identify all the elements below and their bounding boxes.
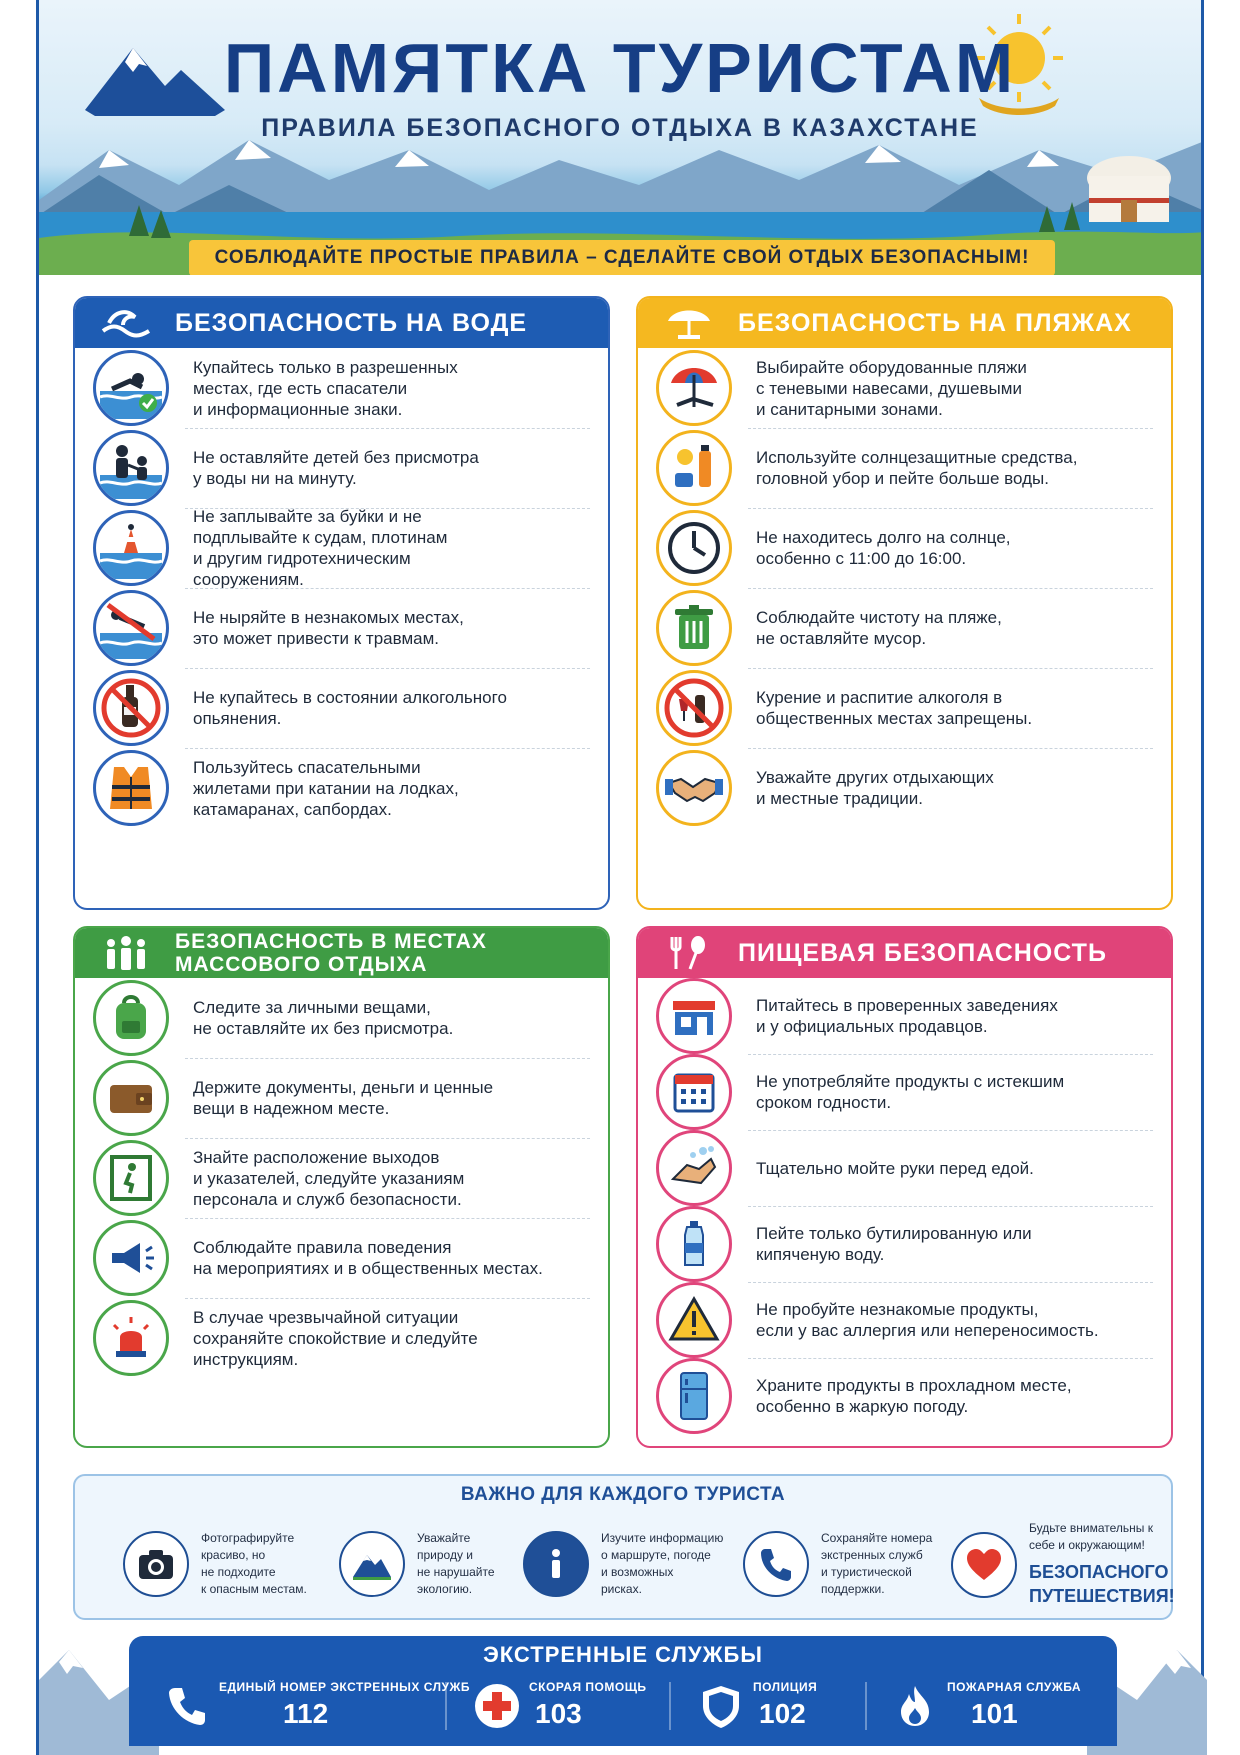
wallet-icon — [93, 1060, 169, 1136]
list-item — [656, 428, 1153, 508]
rule-text: Используйте солнцезащитные средства, головной убор и пейте больше воды. — [756, 448, 1078, 488]
list-item — [93, 348, 590, 428]
service-name: ПОЖАРНАЯ СЛУЖБА — [947, 1680, 1082, 1694]
rule-text: Уважайте других отдыхающих и местные традиции. — [756, 768, 994, 808]
rule-text: Не находитесь долго на солнце, особенно с 11:00 до 16:00. — [756, 528, 1011, 568]
phone-icon — [743, 1531, 809, 1597]
heart-icon — [951, 1532, 1017, 1598]
phone-icon — [163, 1682, 211, 1730]
list-item — [656, 1054, 1153, 1130]
rule-text: Тщательно мойте руки перед едой. — [756, 1158, 1034, 1178]
poster — [36, 0, 1204, 1755]
megaphone-icon — [93, 1220, 169, 1296]
no-smoking-alcohol-icon — [656, 670, 732, 746]
list-item — [656, 348, 1153, 428]
handshake-icon — [656, 750, 732, 826]
section-header — [638, 298, 1171, 348]
trash-bin-icon — [656, 590, 732, 666]
service-name: СКОРАЯ ПОМОЩЬ — [529, 1680, 647, 1694]
shop-icon — [656, 978, 732, 1054]
parent-child-icon — [93, 430, 169, 506]
divider — [669, 1682, 671, 1730]
important-tips-panel — [73, 1474, 1173, 1620]
farewell-text: БЕЗОПАСНОГО ПУТЕШЕСТВИЯ! — [1029, 1562, 1175, 1606]
medical-cross-icon — [473, 1682, 521, 1730]
list-item — [656, 1282, 1153, 1358]
emergency-services-bar — [129, 1636, 1117, 1746]
service-number[interactable]: 103 — [535, 1698, 582, 1729]
people-group-icon — [101, 935, 151, 971]
list-item — [93, 508, 590, 588]
mass-rules-list — [75, 978, 608, 1378]
rule-text: Купайтесь только в разрешенных местах, где есть спасатели и информационные знаки. — [193, 357, 458, 419]
list-item — [656, 668, 1153, 748]
emergency-item — [473, 1674, 673, 1738]
rule-text: Пейте только бутилированную или кипяченую воду. — [756, 1224, 1032, 1264]
list-item — [656, 748, 1153, 828]
divider — [865, 1682, 867, 1730]
section-title: БЕЗОПАСНОСТЬ В МЕСТАХ МАССОВОГО ОТДЫХА — [175, 930, 487, 976]
rule-text: Знайте расположение выходов и указателей, следуйте указаниям персонала и служб безопасности. — [193, 1147, 465, 1209]
sunscreen-icon — [656, 430, 732, 506]
tip-item — [339, 1514, 543, 1614]
tip-text: Фотографируйте красиво, но не подходите к опасным местам. — [201, 1531, 307, 1596]
section-title: БЕЗОПАСНОСТЬ НА ПЛЯЖАХ — [738, 309, 1132, 337]
rule-text: Питайтесь в проверенных заведениях и у официальных продавцов. — [756, 996, 1058, 1036]
tip-item — [523, 1514, 727, 1614]
service-name: ПОЛИЦИЯ — [753, 1680, 818, 1694]
list-item — [656, 1130, 1153, 1206]
rule-text: Не употребляйте продукты с истекшим сроком годности. — [756, 1072, 1065, 1112]
rule-text: Храните продукты в прохладном месте, особенно в жаркую погоду. — [756, 1376, 1072, 1416]
tip-item — [743, 1514, 947, 1614]
mountain-icon — [339, 1531, 405, 1597]
list-item — [93, 428, 590, 508]
rule-text: Пользуйтесь спасательными жилетами при катании на лодках, катамаранах, сапбордах. — [193, 757, 459, 819]
service-name: ЕДИНЫЙ НОМЕР ЭКСТРЕННЫХ СЛУЖБ — [219, 1680, 470, 1694]
beach-umbrella-icon — [656, 350, 732, 426]
calendar-icon — [656, 1054, 732, 1130]
section-food-safety — [636, 926, 1173, 1448]
rule-text: Не купайтесь в состоянии алкогольного опьянения. — [193, 688, 507, 728]
tip-text: Сохраняйте номера экстренных служб и туристической поддержки. — [821, 1531, 933, 1596]
water-rules-list — [75, 348, 608, 828]
rule-text: Соблюдайте правила поведения на мероприятиях и в общественных местах. — [193, 1238, 543, 1278]
fire-icon — [891, 1682, 939, 1730]
rule-text: Не ныряйте в незнакомых местах, это может привести к травмам. — [193, 608, 464, 648]
rule-text: Не заплывайте за буйки и не подплывайте к судам, плотинам и другим гидротехническим сооружениям. — [193, 507, 448, 589]
tip-text: Уважайте природу и не нарушайте экологию. — [417, 1531, 495, 1596]
list-item — [93, 1298, 590, 1378]
tip-item — [951, 1514, 1179, 1614]
wave-icon — [101, 305, 151, 341]
rule-text: Курение и распитие алкоголя в общественных местах запрещены. — [756, 688, 1033, 728]
list-item — [93, 588, 590, 668]
section-header — [75, 298, 608, 348]
list-item — [656, 1358, 1153, 1434]
backpack-icon — [93, 980, 169, 1056]
service-number[interactable]: 101 — [971, 1698, 1018, 1729]
service-number[interactable]: 102 — [759, 1698, 806, 1729]
no-diving-icon — [93, 590, 169, 666]
tip-text: Изучите информацию о маршруте, погоде и возможных рисках. — [601, 1531, 724, 1596]
emergency-title: ЭКСТРЕННЫЕ СЛУЖБЫ — [483, 1642, 763, 1667]
rule-text: Соблюдайте чистоту на пляже, не оставляйте мусор. — [756, 608, 1002, 648]
list-item — [656, 978, 1153, 1054]
emergency-item — [163, 1674, 470, 1738]
siren-icon — [93, 1300, 169, 1376]
rule-text: Держите документы, деньги и ценные вещи в надежном месте. — [193, 1078, 494, 1118]
fork-spoon-icon — [664, 935, 714, 971]
section-beach-safety — [636, 296, 1173, 910]
emergency-item — [697, 1674, 867, 1738]
important-title: ВАЖНО ДЛЯ КАЖДОГО ТУРИСТА — [460, 1484, 786, 1505]
buoy-icon — [93, 510, 169, 586]
info-icon — [523, 1531, 589, 1597]
beach-rules-list — [638, 348, 1171, 828]
list-item — [93, 748, 590, 828]
tip-text: Будьте внимательны к себе и окружающим! — [1029, 1521, 1153, 1552]
life-vest-icon — [93, 750, 169, 826]
water-bottle-icon — [656, 1206, 732, 1282]
list-item — [656, 508, 1153, 588]
camera-icon — [123, 1531, 189, 1597]
no-alcohol-icon — [93, 670, 169, 746]
exit-sign-icon — [93, 1140, 169, 1216]
list-item — [656, 588, 1153, 668]
rule-text: Выбирайте оборудованные пляжи с теневыми навесами, душевыми и санитарными зонами. — [756, 357, 1027, 419]
fridge-icon — [656, 1358, 732, 1434]
list-item — [93, 668, 590, 748]
page-subtitle: ПРАВИЛА БЕЗОПАСНОГО ОТДЫХА В КАЗАХСТАНЕ — [261, 114, 979, 142]
beach-umbrella-icon — [664, 305, 714, 341]
food-rules-list — [638, 978, 1171, 1434]
section-mass-recreation-safety — [73, 926, 610, 1448]
section-header — [638, 928, 1171, 978]
list-item — [93, 1058, 590, 1138]
list-item — [656, 1206, 1153, 1282]
emergency-item — [891, 1674, 1101, 1738]
page-title: ПАМЯТКА ТУРИСТАМ — [223, 29, 1017, 107]
clock-icon — [656, 510, 732, 586]
motto-banner: СОБЛЮДАЙТЕ ПРОСТЫЕ ПРАВИЛА – СДЕЛАЙТЕ СВОЙ ОТДЫХ БЕЗОПАСНЫМ! — [189, 240, 1055, 275]
hand-washing-icon — [656, 1130, 732, 1206]
rule-text: Следите за личными вещами, не оставляйте их без присмотра. — [193, 998, 454, 1038]
section-title: БЕЗОПАСНОСТЬ НА ВОДЕ — [175, 309, 528, 337]
rule-text: В случае чрезвычайной ситуации сохраняйте спокойствие и следуйте инструкциям. — [193, 1307, 478, 1369]
divider — [445, 1682, 447, 1730]
section-header — [75, 928, 608, 978]
header — [39, 0, 1201, 275]
service-number[interactable]: 112 — [283, 1698, 329, 1729]
swimmer-icon — [93, 350, 169, 426]
list-item — [93, 1218, 590, 1298]
rule-text: Не оставляйте детей без присмотра у воды ни на минуту. — [193, 448, 479, 488]
list-item — [93, 978, 590, 1058]
section-water-safety — [73, 296, 610, 910]
rule-text: Не пробуйте незнакомые продукты, если у вас аллергия или непереносимость. — [756, 1300, 1099, 1340]
final-tip — [1029, 1514, 1179, 1608]
section-title: ПИЩЕВАЯ БЕЗОПАСНОСТЬ — [738, 939, 1107, 967]
list-item — [93, 1138, 590, 1218]
tip-item — [123, 1514, 327, 1614]
police-shield-icon — [697, 1682, 745, 1730]
warning-icon — [656, 1282, 732, 1358]
